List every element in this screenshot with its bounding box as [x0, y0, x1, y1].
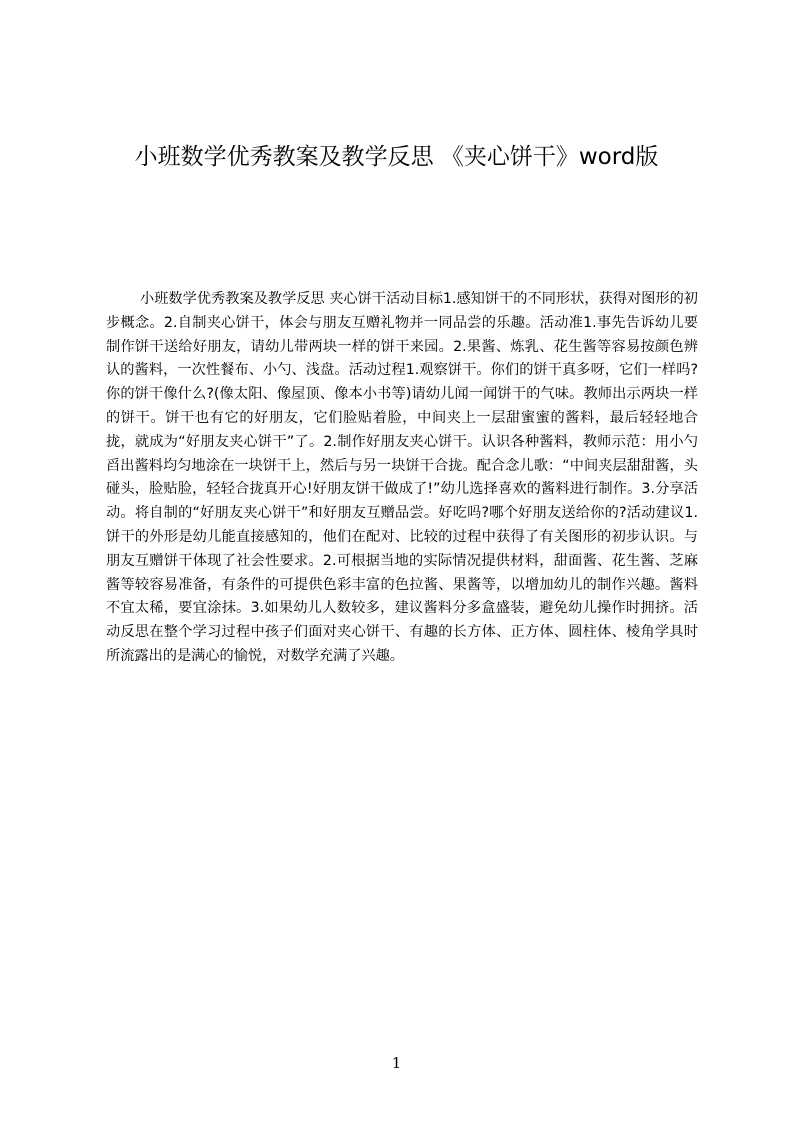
body-paragraph: 小班数学优秀教案及教学反思 夹心饼干活动目标1.感知饼干的不同形状，获得对图形的初步概念。2.自制夹心饼干，体会与朋友互赠礼物并一同品尝的乐趣。活动准1.事先告诉幼儿要制作饼干送给好朋友，请幼儿带两块一样的饼干来园。2.果酱、炼乳、花生酱等容易按颜色辨认的酱料，一次性餐布、小勺、浅盘。活动过程1.观察饼干。你们的饼干真多呀，它们一样吗?你的饼干像什么?(像太阳、像屋顶、像本小书等)请幼儿闻一闻饼干的气味。教师出示两块一样的饼干。饼干也有它的好朋友，它们脸贴着脸，中间夹上一层甜蜜蜜的酱料，最后轻轻地合拢，就成为“好朋友夹心饼干”了。2.制作好朋友夹心饼干。认识各种酱料，教师示范：用小勺舀出酱料均匀地涂在一块饼干上，然后与另一块饼干合拢。配合念儿歌：“中间夹层甜甜酱，头碰头，脸贴脸，轻轻合拢真开心!好朋友饼干做成了!”幼儿选择喜欢的酱料进行制作。3.分享活动。将自制的“好朋友夹心饼干”和好朋友互赠品尝。好吃吗?哪个好朋友送给你的?活动建议1.饼干的外形是幼儿能直接感知的，他们在配对、比较的过程中获得了有关图形的初步认识。与朋友互赠饼干体现了社会性要求。2.可根据当地的实际情况提供材料，甜面酱、花生酱、芝麻酱等较容易准备，有条件的可提供色彩丰富的色拉酱、果酱等，以增加幼儿的制作兴趣。酱料不宜太稀，要宜涂抹。3.如果幼儿人数较多，建议酱料分多盒盛装，避免幼儿操作时拥挤。活动反思在整个学习过程中孩子们面对夹心饼干、有趣的长方体、正方体、圆柱体、棱角学具时所流露出的是满心的愉悦，对数学充满了兴趣。	[106, 291, 698, 664]
page-number: 1	[391, 1054, 402, 1072]
page-title: 小班数学优秀教案及教学反思 《夹心饼干》word版	[134, 144, 659, 170]
